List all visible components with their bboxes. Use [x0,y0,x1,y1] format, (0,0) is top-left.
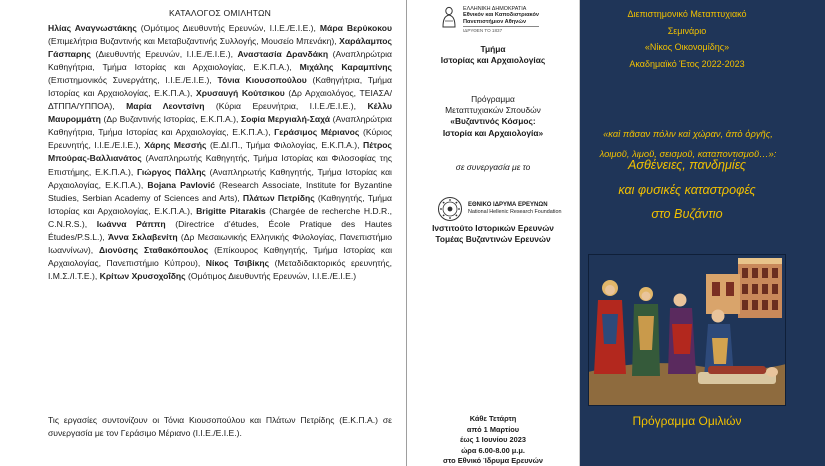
coordination-note: Τις εργασίες συντονίζουν οι Τόνια Κιουσοπούλου και Πλάτων Πετρίδης (Ε.Κ.Π.Α.) σε συνεργασία με τον Γεράσιμο Μέριανο (Ι.Ι.Ε./Ε.Ι.Ε.). [48,415,392,439]
speaker-affiliation: (Επιστημονικός Συνεργάτης, Ι.Ι.Ε./Ε.Ι.Ε.), [48,75,218,86]
seminar-line-1: Διεπιστημονικό Μεταπτυχιακό [627,9,747,19]
speaker-name: Γεράσιμος Μέριανος [274,127,360,138]
speaker-name: Νίκος Τσιβίκης [205,257,270,268]
schedule-line-5: στο Εθνικό Ίδρυμα Ερευνών [443,456,543,466]
eie-header [437,196,562,222]
speaker-affiliation: (Δρ Μεσαιωνικής Ελληνικής Φιλολογίας, Πανεπιστήμιο Ιωαννίνων), [48,231,392,255]
speaker-affiliation: (Κύριος Ερευνητής, Ι.Ι.Ε./Ε.Ι.Ε.), [48,127,392,151]
quote-line-2: λοιμοῦ, λιμοῦ, σεισμοῦ, καταποντισμοῦ…»: [599,148,777,159]
speaker-name: Τόνια Κιουσοπούλου [217,75,307,86]
speaker-name: Κρίτων Χρυσοχοΐδης [99,270,186,281]
quote-line-1: «καὶ πᾶσαν πόλιν καὶ χώραν, ἀπὸ ὀργῆς, [603,128,773,139]
byzantine-miniature-illustration [588,254,786,406]
institute-name [407,223,579,245]
uoa-line-2: Εθνικόν και Καποδιστριακόν [463,12,539,19]
program-line-2: Μεταπτυχιακών Σπουδών [445,105,541,116]
speaker-affiliation: (Αναπληρωτής Καθηγητής, Τμήμα Ιστορίας και Αρχαιολογίας, Ε.Κ.Π.Α.), [48,166,392,190]
speaker-affiliation: (Αναπληρώτρια Καθηγήτρια, Τμήμα Ιστορίας και Αρχαιολογίας, Ε.Κ.Π.Α.), [48,49,393,73]
seminar-line-2: Σεμινάριο [667,25,707,36]
schedule-line-4: ώρα 6.00-8.00 μ.μ. [461,445,525,455]
title-line-1: Ασθένειες, πανδημίες [627,158,747,172]
speaker-affiliation: (Δρ Αρχαιολόγος, ΤΕΙΑΣΑ/ΔΤΠΠΑ/ΥΠΠΟΑ), [48,88,393,112]
program-line-3: «Βυζαντινός Κόσμος: [450,116,536,127]
seminar-line-4: Ακαδημαϊκό Έτος 2022-2023 [629,58,745,69]
title-line-3: στο Βυζάντιο [651,207,723,221]
speaker-affiliation: (Επιμελήτρια Βυζαντινής και Μεταβυζαντινής Συλλογής, Μουσείο Μπενάκη), [48,36,340,47]
speaker-name: Bojana Pavlović [147,179,215,190]
title-line-2: και φυσικές καταστροφές [618,182,756,197]
seminar-header [580,6,794,72]
speaker-affiliation: (Directrice d’études, École Pratique des Hautes Études/P.S.L.), [48,218,392,242]
program-line-4: Ιστορία και Αρχαιολογία» [442,127,544,138]
speaker-name: Πέτρος Μπούρας-Βαλλιανάτος [48,140,392,164]
program-line-1: Πρόγραμμα [471,94,515,104]
speaker-name: Brigitte Pitarakis [196,205,266,216]
speaker-name: Γιώργος Πάλλης [137,166,206,177]
speaker-name: Ιωάννα Ράππη [96,218,166,229]
eie-line-1: ΕΘΝΙΚΟ ΙΔΡΥΜΑ ΕΡΕΥΝΩΝ [468,202,548,209]
cooperation-text: σε συνεργασία με το [455,162,531,172]
speaker-affiliation: (Καθηγητής, Τμήμα Ιστορίας και Αρχαιολογίας, Ε.Κ.Π.Α.), [48,192,392,216]
speaker-affiliation: (Κύρια Ερευνήτρια, Ι.Ι.Ε./Ε.Ι.Ε.), [204,101,368,112]
postgraduate-program [407,94,579,139]
schedule-line-1: Κάθε Τετάρτη [469,414,517,423]
speaker-name: Πλάτων Πετρίδης [242,192,315,203]
speaker-name: Μιχάλης Καραμπίνης [299,62,393,73]
department-name [407,44,579,66]
institute-line-1: Ινστιτούτο Ιστορικών Ερευνών [432,223,554,233]
uoa-line-3: Πανεπιστήμιον Αθηνών [463,18,527,25]
speakers-panel [0,0,406,466]
speaker-affiliation: (Αναπληρωτής Καθηγητής, Τμήμα Ιστορίας και Φιλοσοφίας της Επιστήμης, Ε.Κ.Π.Α.), [48,153,392,177]
speaker-name: Χάρης Μεσσής [144,140,207,151]
schedule-line-2: από 1 Μαρτίου [466,424,520,434]
speaker-name: Άννα Σκλαβενίτη [108,231,178,242]
speaker-affiliation: (Μεταδιδακτορικός ερευνητής, Ι.Μ.Σ./Ι.Τ.Ε.), [48,257,392,281]
speaker-affiliation: (Research Associate, Institute for Byzantine Studies, Serbian Academy of Sciences and Arts), [48,179,392,203]
speaker-name: Ηλίας Αναγνωστάκης [48,23,137,33]
institute-line-2: Τομέας Βυζαντινών Ερευνών [435,234,551,245]
speaker-affiliation: (Καθηγήτρια, Τμήμα Ιστορίας και Αρχαιολογίας, Ε.Κ.Π.Α.), [48,75,392,99]
schedule-info [407,414,579,466]
speaker-name: Διονύσης Σταθακόπουλος [98,244,209,255]
seminar-title [580,153,794,227]
speaker-affiliation: (Ομότιμος Διευθυντής Ερευνών, Ι.Ι.Ε./Ε.Ι.Ε.), [136,23,320,33]
uoa-line-1: ΕΛΛΗΝΙΚΗ ΔΗΜΟΚΡΑΤΙΑ [463,6,527,12]
department-line-1: Τμήμα [480,44,506,54]
eie-line-2: National Hellenic Research Foundation [468,209,562,215]
speaker-name: Μαρία Λεοντσίνη [126,101,205,112]
schedule-line-3: έως 1 Ιουνίου 2023 [460,435,526,445]
seminar-line-3: «Νίκος Οικονομίδης» [644,42,730,52]
uoa-logo-icon [440,6,458,28]
uoa-header [440,6,539,35]
speaker-affiliation: (Chargée de recherche H.D.R., C.N.R.S.), [48,205,392,229]
speaker-name: Χαράλαμπος Γάσπαρης [48,36,392,60]
speakers-title: ΚΑΤΑΛΟΓΟΣ ΟΜΙΛΗΤΩΝ [168,8,272,18]
speaker-affiliation: (Ε.ΔΙ.Π., Τμήμα Φιλολογίας, Ε.Κ.Π.Α.), [206,140,364,151]
speaker-affiliation: (Δρ Βυζαντινής Ιστορίας, Ε.Κ.Π.Α.), [100,114,241,125]
speaker-name: Σοφία Μεργιαλή-Σαχά [241,114,331,125]
speaker-name: Χρυσαυγή Κούτσικου [196,88,285,99]
speaker-affiliation: (Διευθυντής Ερευνών, Ι.Ι.Ε./Ε.Ι.Ε.), [91,49,238,60]
uoa-line-4: ΙΔΡΥΘΕΝ ΤΟ 1837 [463,26,539,34]
speaker-name: Αναστασία Δρανδάκη [237,49,329,60]
eie-logo-icon [437,196,463,222]
cover-panel [580,0,825,466]
speaker-affiliation: (Επίκουρος Καθηγητής, Τμήμα Ιστορίας και Αρχαιολογίας, Πανεπιστήμιο Κύπρου), [48,244,392,268]
department-line-2: Ιστορίας και Αρχαιολογίας [440,55,546,66]
speaker-name: Κέλλυ Μαυρομμάτη [48,101,392,125]
organizers-panel [407,0,579,466]
speaker-name: Μάρα Βερύκοκου [319,23,393,33]
speaker-affiliation: (Ομότιμος Διευθυντής Ερευνών, Ι.Ι.Ε./Ε.Ι.Ε.) [185,270,357,281]
speakers-list [48,22,392,283]
program-of-lectures: Πρόγραμμα Ομιλιών [632,414,742,428]
speaker-affiliation: (Αναπληρώτρια Καθηγήτρια, Τμήμα Ιστορίας και Αρχαιολογίας, Ε.Κ.Π.Α.), [48,114,393,138]
